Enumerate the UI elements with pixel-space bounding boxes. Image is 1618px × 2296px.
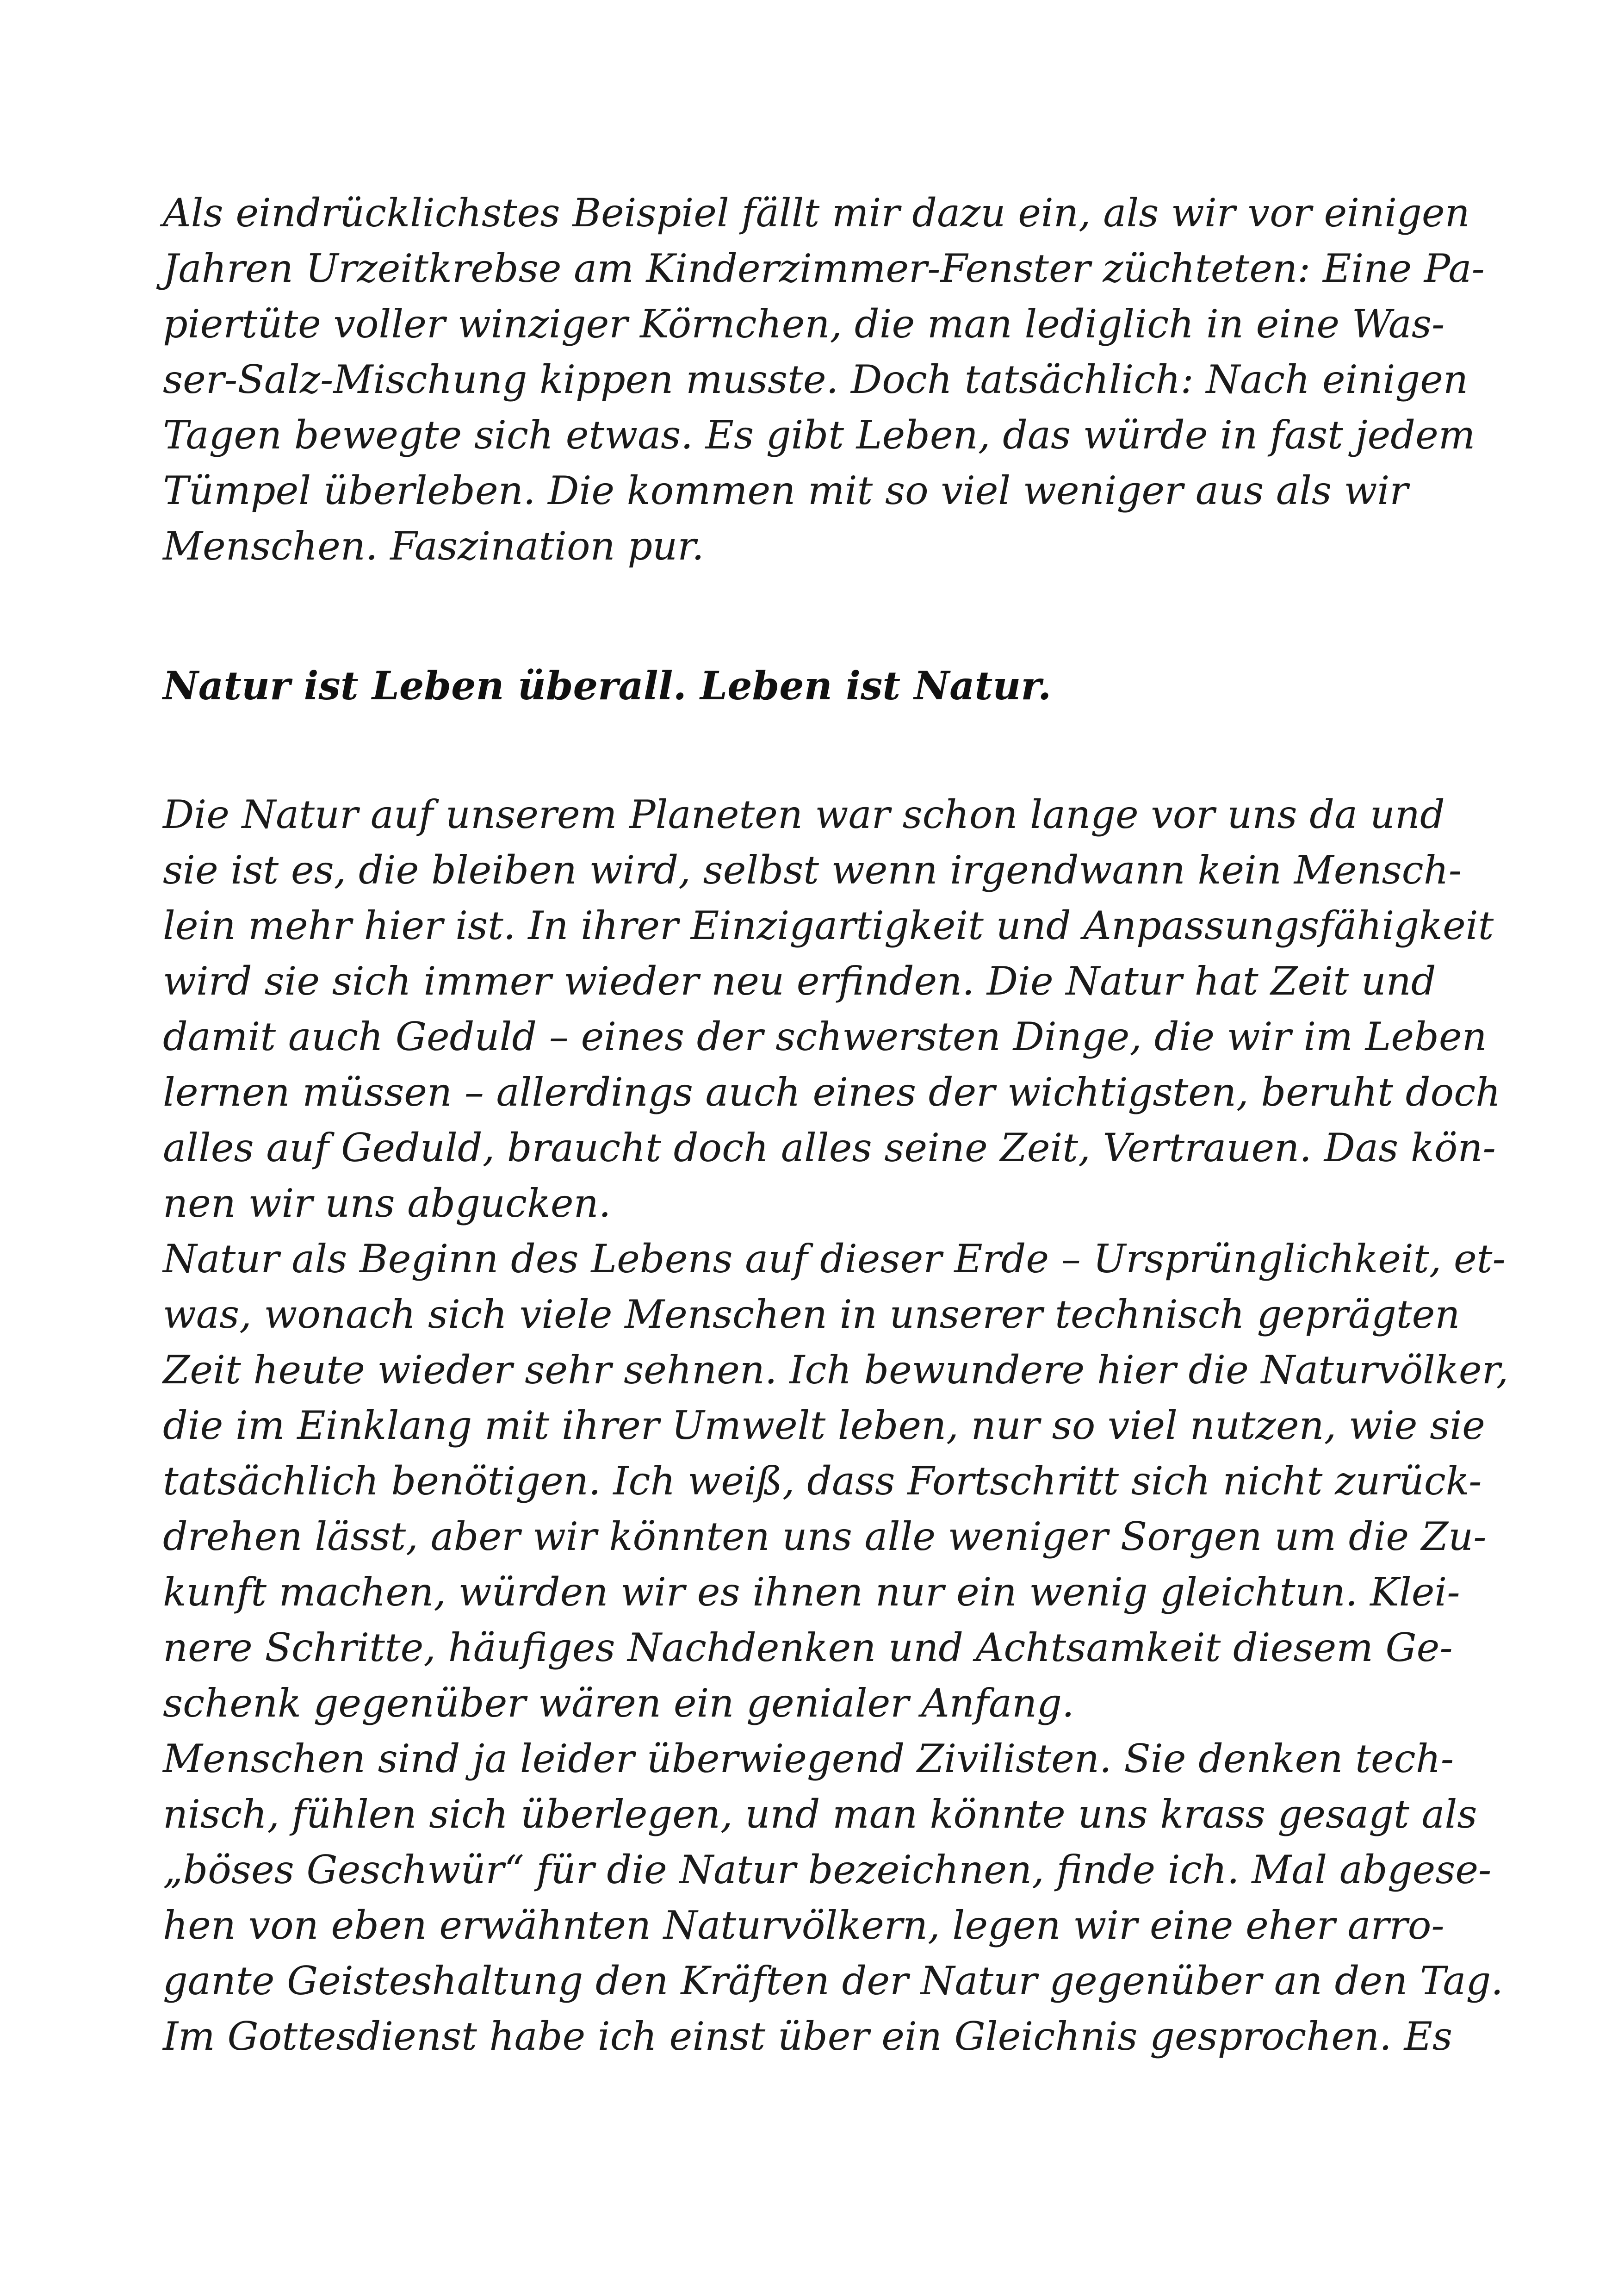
- text-line: „böses Geschwür“ für die Natur bezeichnen, finde ich. Mal abgese-: [163, 1847, 1492, 1892]
- text-line: nisch, fühlen sich überlegen, und man könnte uns krass gesagt als: [163, 1792, 1477, 1837]
- paragraph-natur: [163, 787, 1509, 2064]
- text-line: tatsächlich benötigen. Ich weiß, dass Fortschritt sich nicht zurück-: [163, 1458, 1482, 1504]
- text-line: Als eindrücklichstes Beispiel fällt mir dazu ein, als wir vor einigen: [163, 190, 1470, 236]
- text-line: hen von eben erwähnten Naturvölkern, legen wir eine eher arro-: [163, 1903, 1444, 1948]
- text-line: wird sie sich immer wieder neu erfinden. Die Natur hat Zeit und: [163, 958, 1436, 1004]
- text-line: alles auf Geduld, braucht doch alles seine Zeit, Vertrauen. Das kön-: [163, 1125, 1496, 1170]
- text-line: nere Schritte, häufiges Nachdenken und Achtsamkeit diesem Ge-: [163, 1625, 1453, 1670]
- text-line: nen wir uns abgucken.: [163, 1181, 611, 1226]
- text-line: die im Einklang mit ihrer Umwelt leben, nur so viel nutzen, wie sie: [163, 1403, 1485, 1448]
- text-line: Im Gottesdienst habe ich einst über ein Gleichnis gesprochen. Es: [163, 2014, 1453, 2059]
- text-line: schenk gegenüber wären ein genialer Anfang.: [163, 1680, 1074, 1726]
- text-line: ser-Salz-Mischung kippen musste. Doch tatsächlich: Nach einigen: [163, 357, 1469, 402]
- text-line: Tümpel überleben. Die kommen mit so viel weniger aus als wir: [163, 468, 1408, 513]
- text-line: damit auch Geduld – eines der schwersten Dinge, die wir im Leben: [163, 1014, 1487, 1059]
- text-line: Die Natur auf unserem Planeten war schon lange vor uns da und: [163, 792, 1445, 837]
- text-line: lein mehr hier ist. In ihrer Einzigartigkeit und Anpassungsfähigkeit: [163, 903, 1494, 948]
- text-line: Natur als Beginn des Lebens auf dieser Erde – Ursprünglichkeit, et-: [163, 1236, 1506, 1282]
- text-line: gante Geisteshaltung den Kräften der Natur gegenüber an den Tag.: [163, 1958, 1503, 2004]
- text-line: drehen lässt, aber wir könnten uns alle weniger Sorgen um die Zu-: [163, 1514, 1487, 1559]
- text-line: Tagen bewegte sich etwas. Es gibt Leben, das würde in fast jedem: [163, 412, 1475, 458]
- text-line: Menschen. Faszination pur.: [163, 523, 704, 569]
- text-line: was, wonach sich viele Menschen in unserer technisch geprägten: [163, 1292, 1460, 1337]
- text-line: Menschen sind ja leider überwiegend Zivilisten. Sie denken tech-: [163, 1736, 1454, 1781]
- text-line: piertüte voller winziger Körnchen, die man lediglich in eine Was-: [163, 301, 1445, 347]
- text-line: lernen müssen – allerdings auch eines der wichtigsten, beruht doch: [163, 1070, 1501, 1115]
- text-line: Jahren Urzeitkrebse am Kinderzimmer-Fenster züchteten: Eine Pa-: [163, 246, 1485, 291]
- text-line: kunft machen, würden wir es ihnen nur ein wenig gleichtun. Klei-: [163, 1569, 1460, 1615]
- section-heading: Natur ist Leben überall. Leben ist Natur.: [163, 663, 1052, 709]
- paragraph-urzeitkrebse: [163, 185, 1485, 574]
- text-line: Zeit heute wieder sehr sehnen. Ich bewundere hier die Naturvölker,: [163, 1347, 1509, 1393]
- text-line: sie ist es, die bleiben wird, selbst wenn irgendwann kein Mensch-: [163, 847, 1462, 893]
